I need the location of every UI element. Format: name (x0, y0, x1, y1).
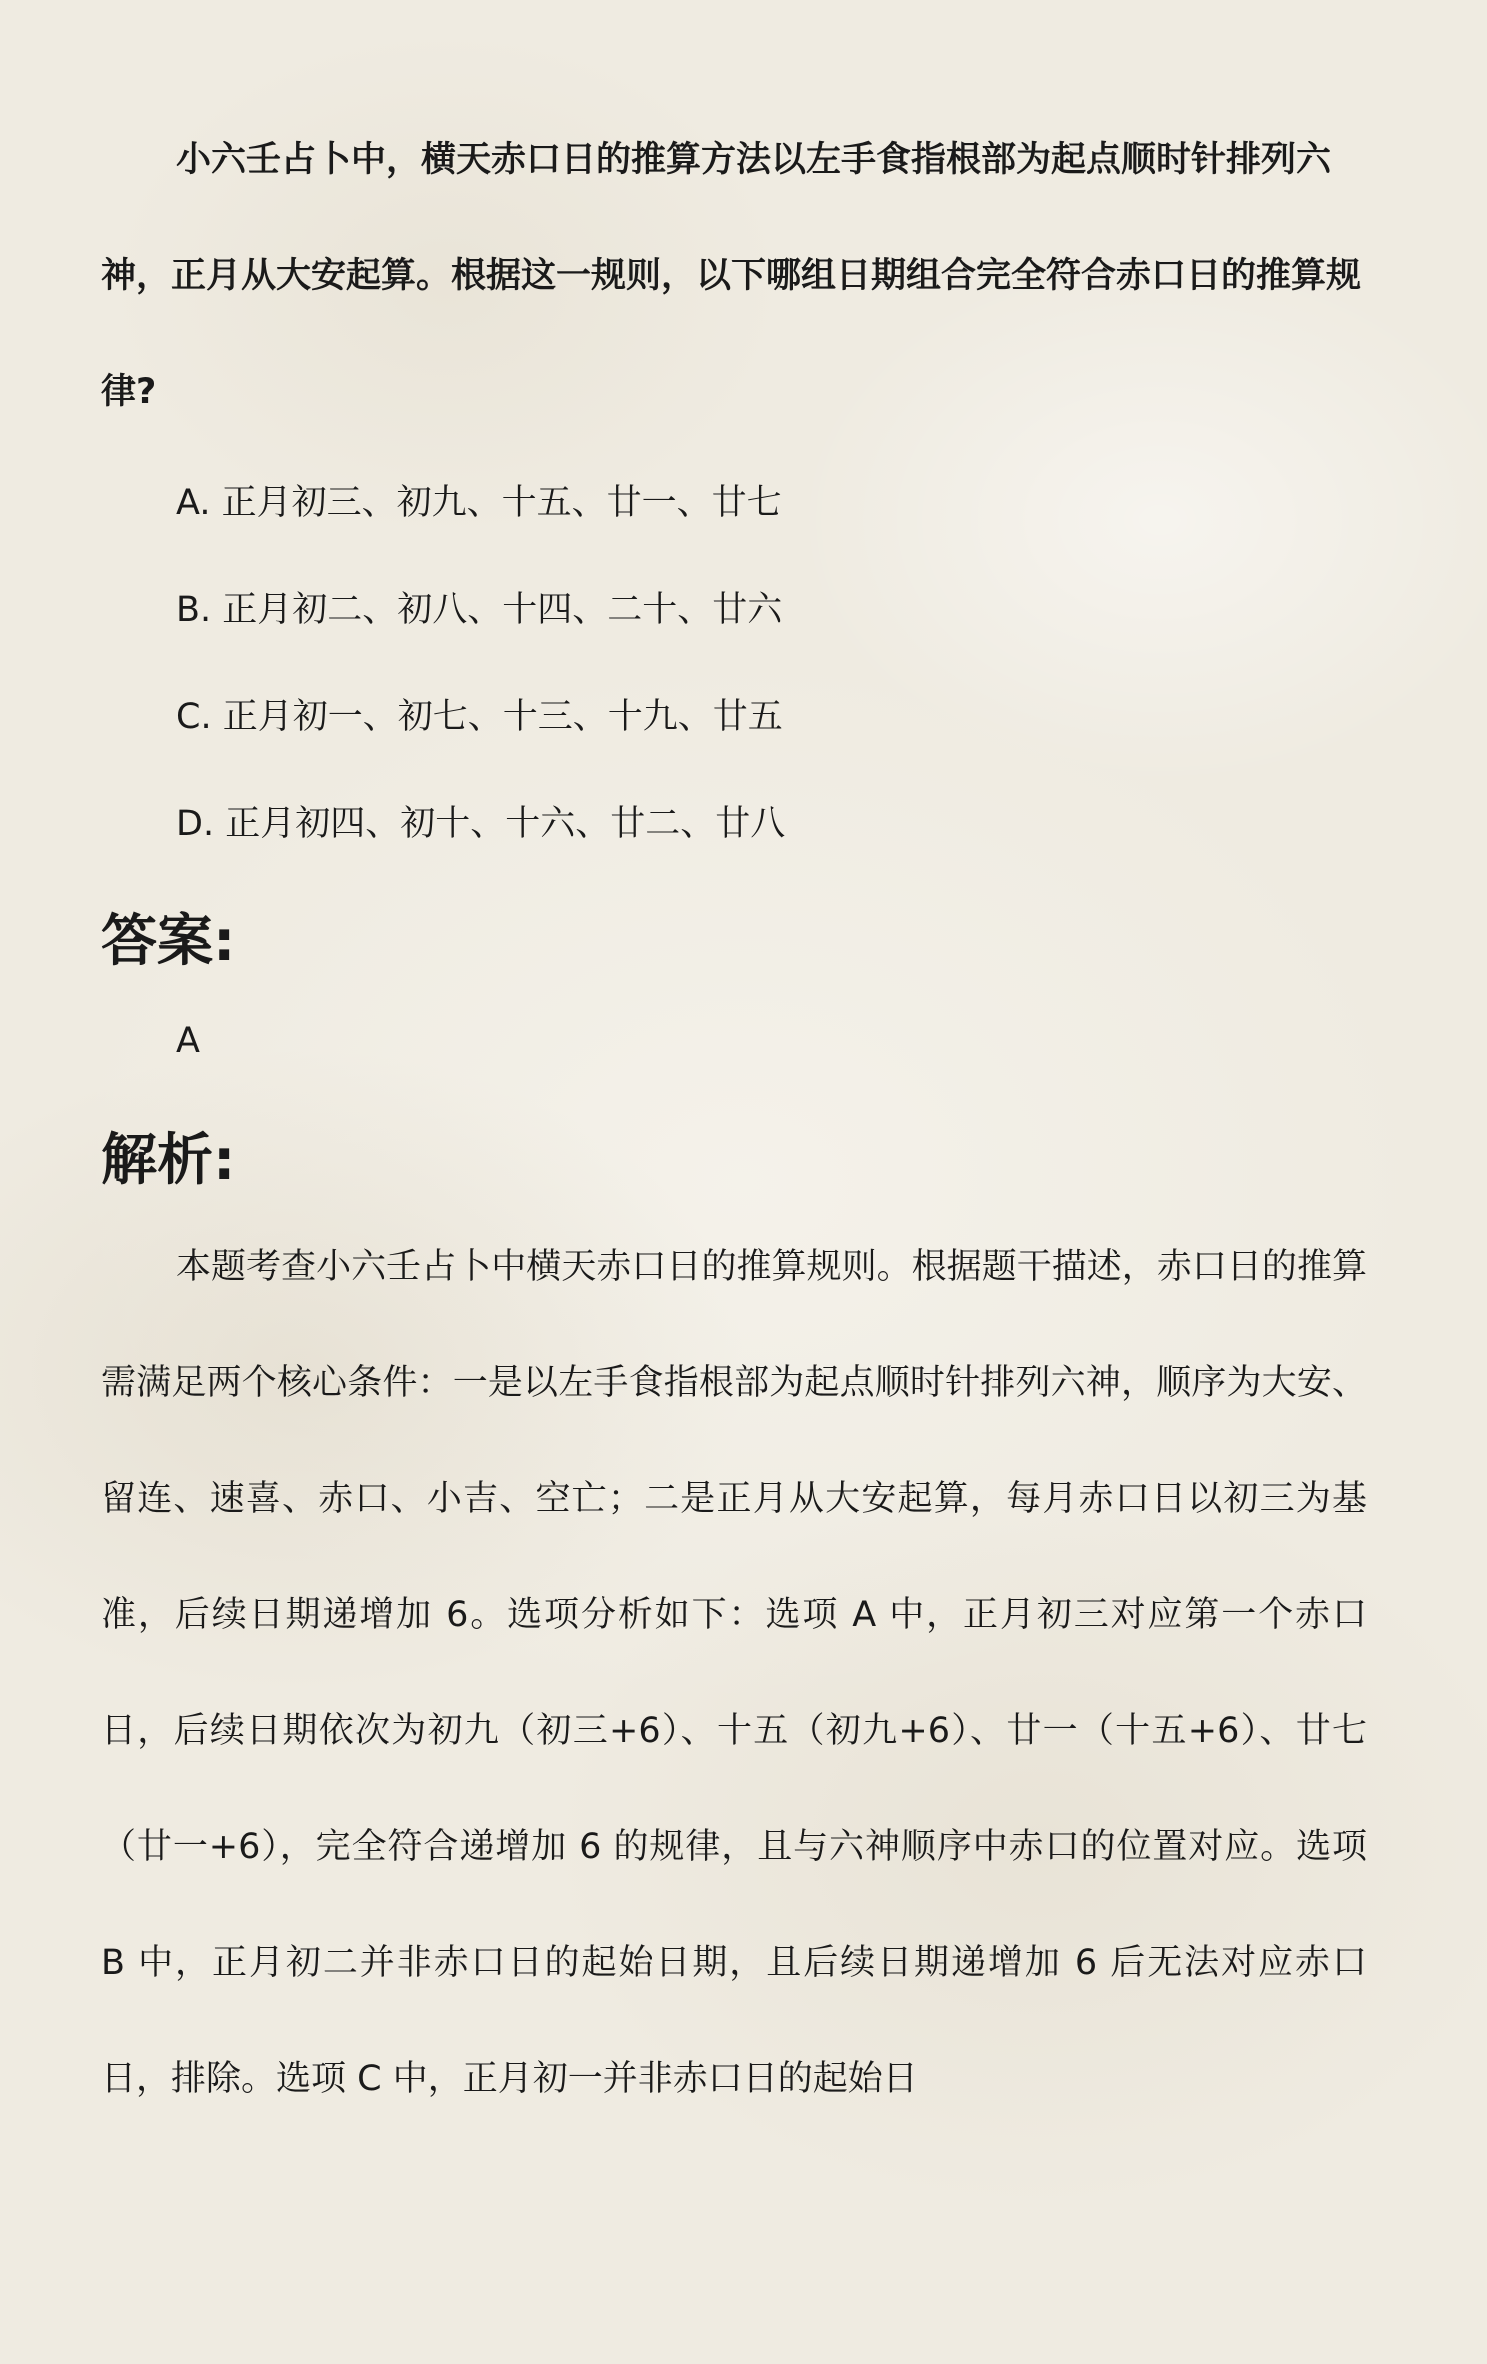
analysis-heading: 解析: (101, 1128, 236, 1193)
analysis-text: 本题考查小六壬占卜中横天赤口日的推算规则。根据题干描述，赤口日的推算需满足两个核心条件：一是以左手食指根部为起点顺时针排列六神，顺序为大安、留连、速喜、赤口、小吉、空亡；二是正月从大安起算，每月赤口日以初三为基准，后续日期递增加 6。选项分析如下：选项 A 中，正月初三对应第一个赤口日，后续日期依次为初九（初三+6）、十五（初九+6）、廿一（十五+6）、廿七（廿一+6），完全符合递增加 6 的规律，且与六神顺序中赤口的位置对应。选项 B 中，正月初二并非赤口日的起始日期，且后续日期递增加 6 后无法对应赤口日，排除。选项 C 中，正月初一并非赤口日的起始日 (101, 1247, 1367, 2099)
option-b: B. 正月初二、初八、十四、二十、廿六 (176, 590, 783, 630)
document-page (101, 130, 1367, 2137)
options-list (101, 450, 1367, 878)
question-text: 小六壬占卜中，横天赤口日的推算方法以左手食指根部为起点顺时针排列六神，正月从大安起算。根据这一规则，以下哪组日期组合完全符合赤口日的推算规律? (101, 140, 1362, 412)
answer-heading: 答案: (101, 909, 236, 974)
answer-value: A (176, 1021, 200, 1061)
option-a: A. 正月初三、初九、十五、廿一、廿七 (176, 483, 782, 523)
option-c: C. 正月初一、初七、十三、十九、廿五 (176, 697, 783, 737)
option-d: D. 正月初四、初十、十六、廿二、廿八 (176, 804, 786, 844)
